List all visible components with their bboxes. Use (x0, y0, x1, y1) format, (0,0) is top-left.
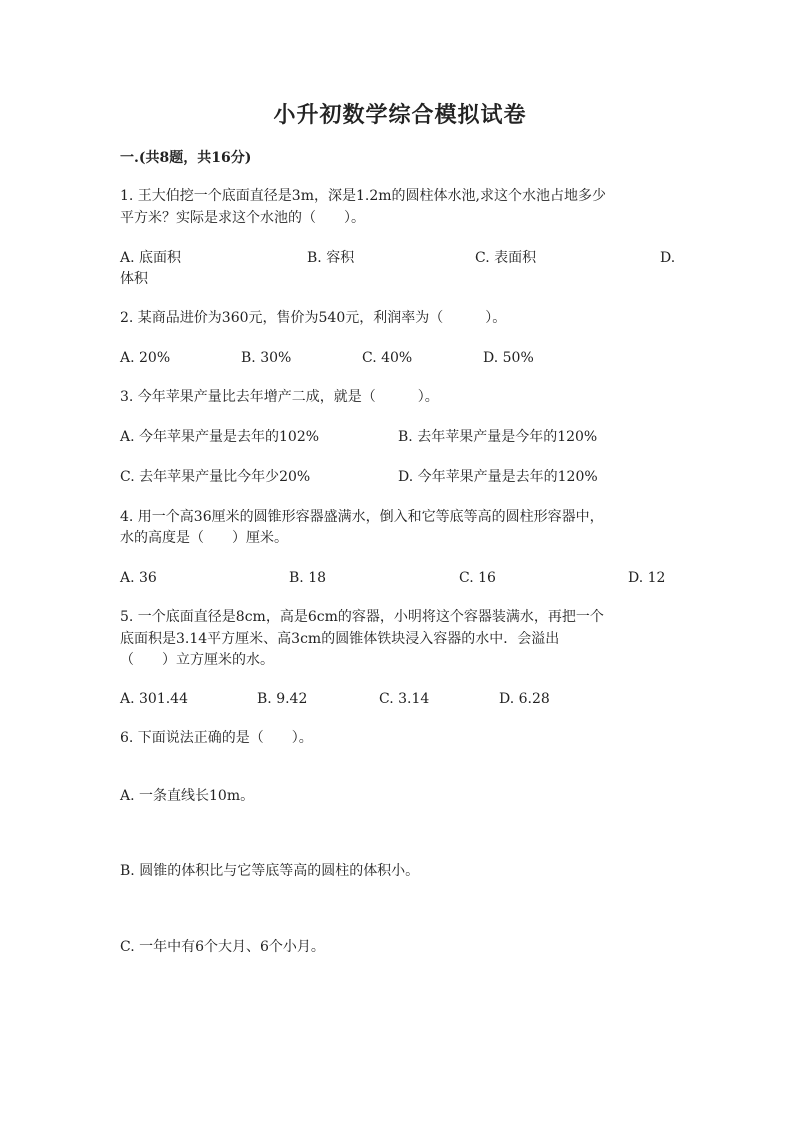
question-4-option-a: A. 36 (120, 570, 157, 586)
question-3-option-d: D. 今年苹果产量是去年的120% (398, 469, 598, 485)
question-4-option-c: C. 16 (459, 570, 496, 586)
question-4-option-d: D. 12 (628, 570, 666, 586)
question-6-line-1: 6. 下面说法正确的是（ ）。 (120, 730, 313, 746)
question-5-line-2: 底面积是3.14平方厘米、高3cm的圆锥体铁块浸入容器的水中．会溢出 (120, 631, 560, 647)
question-1-option-b: B. 容积 (307, 250, 355, 266)
question-5-option-b: B. 9.42 (257, 691, 308, 707)
question-5-line-3: （ ）立方厘米的水。 (120, 652, 274, 668)
question-2-option-d: D. 50% (483, 350, 534, 366)
question-6-option-c: C. 一年中有6个大月、6个小月。 (120, 939, 325, 955)
question-3-option-c: C. 去年苹果产量比今年少20% (120, 469, 311, 485)
exam-title: 小升初数学综合模拟试卷 (273, 102, 527, 128)
question-6-option-b: B. 圆锥的体积比与它等底等高的圆柱的体积小。 (120, 863, 420, 879)
question-5-line-1: 5. 一个底面直径是8cm，高是6cm的容器，小明将这个容器装满水，再把一个 (120, 609, 604, 625)
question-4-option-b: B. 18 (289, 570, 327, 586)
question-5-option-d: D. 6.28 (499, 691, 550, 707)
question-1-option-a: A. 底面积 (120, 250, 182, 266)
question-2-line-1: 2. 某商品进价为360元，售价为540元，利润率为（ ）。 (120, 310, 507, 326)
question-3-option-a: A. 今年苹果产量是去年的102% (120, 429, 320, 445)
question-5-option-a: A. 301.44 (120, 691, 188, 707)
question-3-line-1: 3. 今年苹果产量比去年增产二成，就是（ ）。 (120, 389, 439, 405)
question-2-option-b: B. 30% (241, 350, 292, 366)
question-1-option-d-text: 体积 (120, 271, 148, 287)
question-1-option-d: D. (660, 250, 676, 266)
question-1-line-2: 平方米？实际是求这个水池的（ ）。 (120, 210, 365, 226)
question-5-option-c: C. 3.14 (379, 691, 430, 707)
question-6-option-a: A. 一条直线长10m。 (120, 788, 255, 804)
question-4-line-2: 水的高度是（ ）厘米。 (120, 530, 288, 546)
question-2-option-a: A. 20% (120, 350, 171, 366)
question-3-option-b: B. 去年苹果产量是今年的120% (398, 429, 598, 445)
question-1-option-c: C. 表面积 (475, 250, 537, 266)
question-1-line-1: 1. 王大伯挖一个底面直径是3m，深是1.2m的圆柱体水池,求这个水池占地多少 (120, 188, 606, 204)
section-heading: 一.(共8题，共16分) (120, 150, 252, 166)
question-4-line-1: 4. 用一个高36厘米的圆锥形容器盛满水，倒入和它等底等高的圆柱形容器中， (120, 509, 604, 525)
question-2-option-c: C. 40% (362, 350, 413, 366)
